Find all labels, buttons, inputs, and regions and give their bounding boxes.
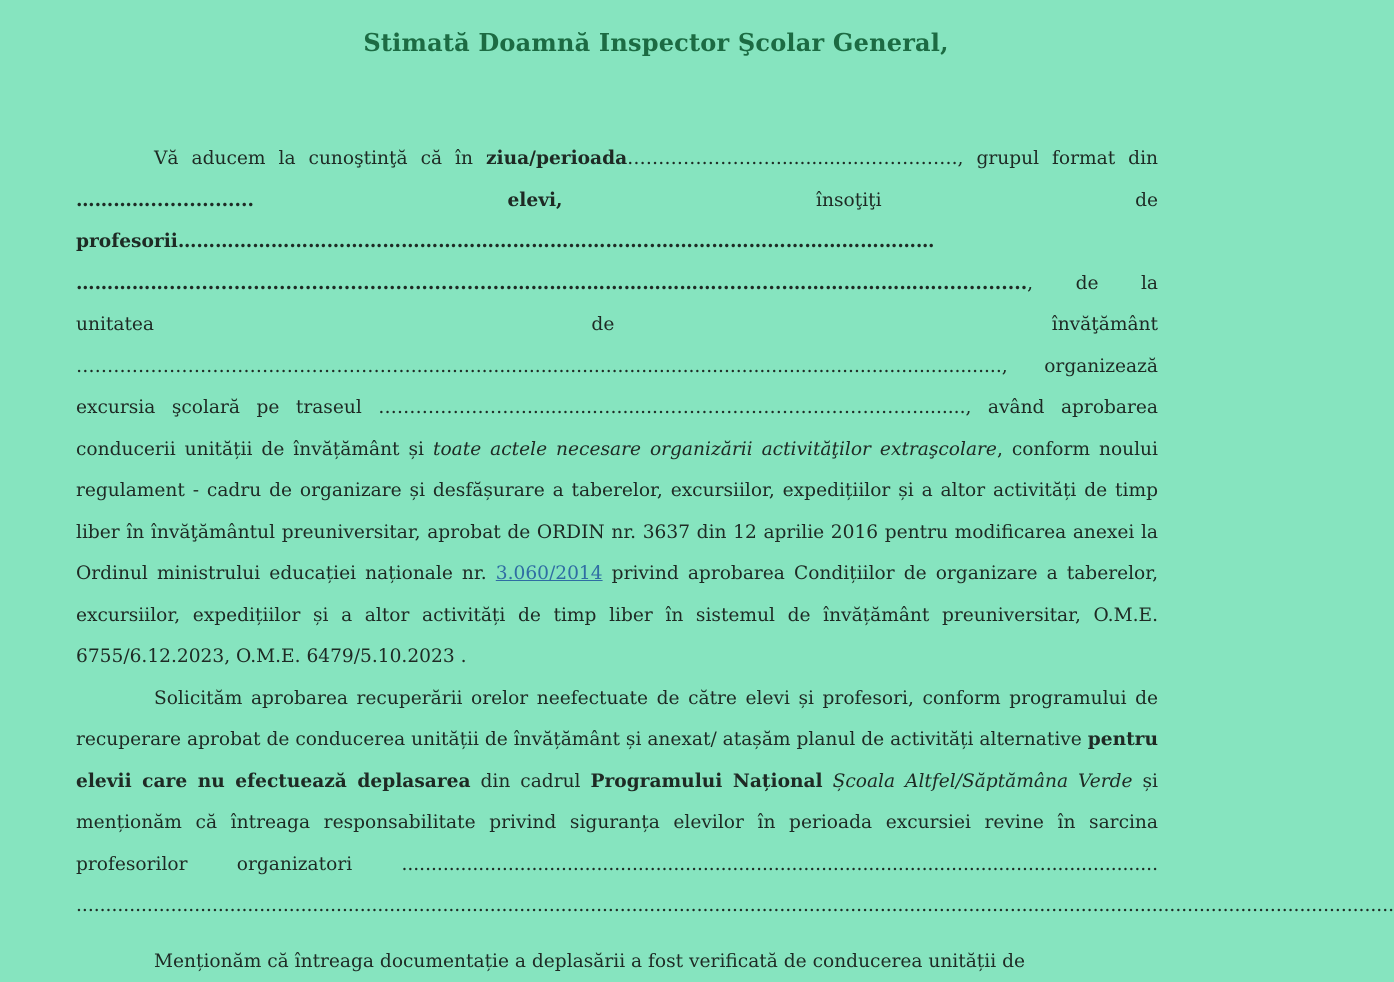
p1-text-8: privind aprobarea Condițiilor de organizare a taberelor, excursiilor, expedițiilor și a altor activități de timp liber în sistemul de învățământ preuniversitar, O.M.E. 6755/6.12.2023, O.M.E. 6479/5.10.2023 . [76,563,1158,667]
school-unit-blank: ………………………………………………...................................................................................................., [76,356,1008,377]
organizers-blank-2: ............................................................................................................................................................................................................................... [76,895,1394,916]
paragraph-verification: Menționăm că întreaga documentație a deplasării a fost verificată de conducerea unității de [76,941,1158,982]
p1-text-4: , de la unitatea de învăţământ [76,273,1158,336]
p1-text-5: organizează excursia şcolară pe traseul [76,356,1158,419]
p1-text-3: însoţiţi de [563,190,1158,211]
period-blank: ……………………..............……………., [627,148,963,169]
period-label: ziua/perioada [486,148,627,169]
route-blank: ……………………............….......……………………………………........, [378,397,971,418]
p2-text-1: Solicităm aprobarea recuperării orelor neefectuate de către elevi și profesori, conform programului de recuperare aprobat de conducerea unității de învățământ și anexat/ atașăm planul de activități alternative [76,688,1158,751]
p1-text-7: , conform noului regulament - cadru de organizare și desfășurare a taberelor, excursiilor, expedițiilor și a altor activități de timp liber în învăţământul preuniversitar, aprobat de ORDIN nr. 3637 din 12 aprilie 2016 pentru modificarea anexei la Ordinul ministrului educației naționale nr. [76,439,1158,585]
p1-text-6: având aprobarea conducerii unității de învățământ și [76,397,1158,460]
program-name: Școala Altfel/Săptămâna Verde [833,771,1133,792]
p1-text-2: grupul format din [963,148,1158,169]
students-label: elevi, [507,190,562,211]
letter-body [76,138,1158,982]
paragraph-trip-notice [76,138,1158,678]
organizers-blank-1: ................................................................................................................................ [401,854,1158,875]
teachers-label: profesorii [76,231,178,252]
teachers-blank-2: …………….....................................................……………………………...........…………………….............. [76,273,1027,294]
students-count-blank: …………................ [76,190,254,211]
national-program-label: Programului Național [590,771,822,792]
page-title: Stimată Doamnă Inspector Şcolar General, [0,28,1312,57]
paragraph-recovery-request [76,678,1158,927]
p2-text-2: din cadrul [471,771,591,792]
non-traveling-students-phrase: pentru elevii care nu efectuează deplasarea [76,729,1158,792]
p2-text-4: și menționăm că întreaga responsabilitate privind siguranța elevilor în perioada excursiei revine în sarcina profesorilor organizatori [76,771,1158,875]
p1-text-1: Vă aducem la cunoştinţă că în [154,148,486,169]
p2-text-3 [823,771,833,792]
teachers-blank-1: …………………………………………………………………..……………………………………… [178,231,935,252]
required-documents-phrase: toate actele necesare organizării activităţilor extraşcolare [433,439,997,460]
order-link[interactable]: 3.060/2014 [496,563,603,584]
